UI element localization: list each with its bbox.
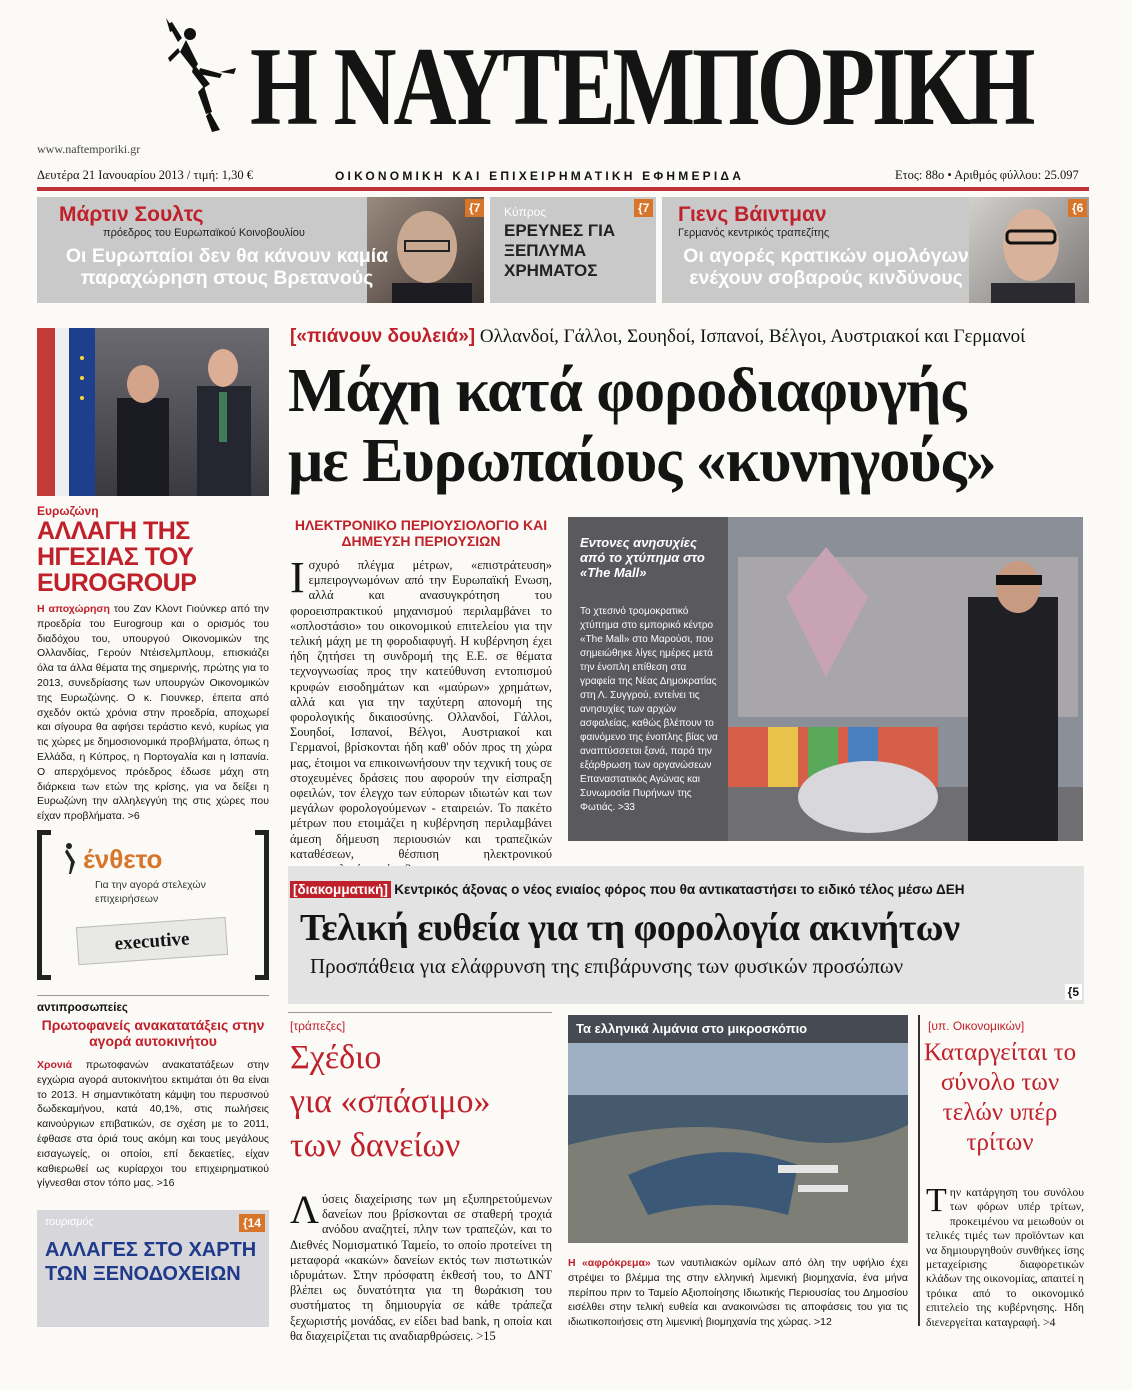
eurogroup-body-text: του Ζαν Κλοντ Γιούνκερ από την προεδρία του Eurogroup και ο ορισμός του διαδόχου του, υπουργού Οικονομικών της Ολλανδίας, Γερούν Ντέισελμπλουμ, επισκιάζει όλα τα άλλα θέματα της σημερινής, πρώτης για το 2013, συνεδρίασης των υπουργών Οικονομικών της Ευρωζώνης. Ο κ. Γιουνκερ, έπειτα από σχεδόν οκτώ χρόνια στην προεδρία, αποχωρεί και σίγουρα θα αφήσει τεράστιο κενό, κυρίως για τις χώρες με δημοσιονομικά προβλήματα, όπως η Ελλάδα, η Κύπρος, η Πορτογαλία και η Ισπανία. Ο απερχόμενος πρόεδρος έδωσε μάχη στη διάρκεια των ετών της κρίσης, για να δείξει η Ευρωζώνη την αλληλεγγύη της στις χώρες που είχαν προβλήματα. >6 bbox=[37, 603, 269, 823]
insert-title: ένθετο bbox=[83, 844, 163, 874]
hermes-logo-icon bbox=[160, 12, 240, 140]
lead-kicker-line bbox=[290, 326, 1084, 348]
ministry-body-text: ην κατάργηση του συνόλου των φόρων υπέρ τρίτων, προκειμένου να μειωθούν οι τελικές τιμές των προϊόντων και να δημιουργηθούν συνθήκες ίσης μεταχείρισης διαφορετικών κλάδων της οικονομίας, απαιτεί η τρόικα από το οικονομικό επιτελείο της κυβέρνησης. Ηδη διενεργείται καταγραφή. >4 bbox=[926, 1186, 1084, 1329]
lead-body bbox=[290, 553, 552, 877]
ports-body-lead: Η «αφρόκρεμα» bbox=[568, 1257, 651, 1269]
cars-body-text: πρωτοφανών ανακατατάξεων στην εγχώρια αγορά αυτοκινήτου εκτιμάται ότι θα είναι το 2013. Η σημαντικότατη κάμψη του περυσινού δωδεκαμήνου, κατά 40,1%, στις πωλήσεις καινούργιων επιβατικών, σε σχέση με το 2011, έφθασε στα όριά τους ακόμη και τους μεγάλους εισαγωγείς, οι οποίοι, επί δεκαετίες, είχαν καθιερωθεί ως κυρίαρχοι του επιχειρηματικού γίγνεσθαι στον τόπο μας. >16 bbox=[37, 1059, 269, 1190]
harbour-photo-icon bbox=[568, 1015, 908, 1243]
mall-textbox bbox=[568, 517, 728, 841]
ports-title[interactable]: Τα ελληνικά λιμάνια στο μικροσκόπιο bbox=[568, 1015, 908, 1043]
masthead-title: Η ΝΑΥΤΕΜΠΟΡΙΚΗ bbox=[250, 25, 1033, 149]
eurogroup-kicker: Ευρωζώνη bbox=[37, 504, 99, 518]
masthead-tagline: ΟΙΚΟΝΟΜΙΚΗ ΚΑΙ ΕΠΙΧΕΙΡΗΜΑΤΙΚΗ ΕΦΗΜΕΡΙΔΑ bbox=[335, 169, 745, 183]
lead-subhead: ΗΛΕΚΤΡΟΝΙΚΟ ΠΕΡΙΟΥΣΙΟΛΟΓΙΟ ΚΑΙ ΔΗΜΕΥΣΗ ΠΕΡΙΟΥΣΙΩΝ bbox=[294, 517, 548, 549]
eurogroup-photo bbox=[37, 328, 269, 496]
tourism-page: {14 bbox=[239, 1214, 265, 1232]
teaser-name: Μάρτιν Σουλτς bbox=[59, 203, 204, 226]
teaser-cyprus[interactable] bbox=[490, 197, 656, 303]
eurogroup-photo-icon bbox=[37, 328, 269, 496]
teaser-role: πρόεδρος του Ευρωπαϊκού Κοινοβουλίου bbox=[103, 227, 305, 239]
banks-tag: [τράπεζες] bbox=[290, 1019, 346, 1033]
bracket-left-icon bbox=[37, 830, 51, 980]
tax-headline: Τελική ευθεία για τη φορολογία ακινήτων bbox=[300, 907, 960, 949]
teaser-headline: Οι Ευρωπαίοι δεν θα κάνουν καμία παραχώρηση στους Βρετανούς bbox=[65, 245, 389, 289]
teaser-page: {7 bbox=[465, 199, 484, 217]
ministry-headline[interactable]: Καταργείται το σύνολο των τελών υπέρ τρίτων bbox=[923, 1039, 1077, 1156]
teaser-weidmann[interactable] bbox=[662, 197, 1089, 303]
date-price: Δευτέρα 21 Ιανουαρίου 2013 / τιμή: 1,30 € bbox=[37, 168, 253, 182]
site-url[interactable]: www.naftemporiki.gr bbox=[37, 142, 141, 156]
insert-box[interactable] bbox=[37, 830, 269, 990]
cars-body-lead: Χρονιά bbox=[37, 1059, 73, 1071]
bracket-right-icon bbox=[255, 830, 269, 980]
cars-body bbox=[37, 1058, 269, 1191]
insert-badge: executive bbox=[76, 917, 228, 965]
lead-tag: [«πιάνουν δουλειά»] bbox=[290, 326, 476, 347]
tax-subhead: Προσπάθεια για ελάφρυνση της επιβάρυνσης των φυσικών προσώπων bbox=[310, 954, 904, 978]
ports-body bbox=[568, 1256, 908, 1330]
lead-drop-cap: Ι bbox=[290, 553, 305, 602]
divider bbox=[37, 995, 269, 996]
teaser-page: {7 bbox=[634, 199, 653, 217]
ports-body-text: των ναυτιλιακών ομίλων από όλη την υφήλιο έχει στρέψει το βλέμμα της στην ελληνική λιμενική βιομηχανία, ένα μήνα περίπου πριν το Ταμείο Αξιοποίησης Ιδιωτικής Περιουσίας του Δημοσίου εισέλθει στην τελική ευθεία και ανακοινώσει τις αποφάσεις του για τις ιδιωτικοποιήσεις στη λιμενική βιομηχανία της χώρας. >12 bbox=[568, 1257, 908, 1329]
teaser-headline: ΕΡΕΥΝΕΣ ΓΙΑ ΞΕΠΛΥΜΑ ΧΡΗΜΑΤΟΣ bbox=[504, 221, 616, 280]
lead-headline-1[interactable]: Μάχη κατά φοροδιαφυγής bbox=[288, 357, 966, 425]
teaser-role: Γερμανός κεντρικός τραπεζίτης bbox=[678, 227, 830, 239]
banks-body-text: ύσεις διαχείρισης των μη εξυπηρετούμενων δανείων που βρίσκονται σε σταθερή τροχιά ανόδου αναζητεί, πλην των τραπεζών, και το Διεθνές Νομισματικό Ταμείο, το οποίο προτείνει τη μεταφορά «κακών» δανείων εκτός των πιστωτικών ιδρυμάτων. Στην πρόσφατη έκθεσή του, το ΔΝΤ βλέπει ως δυνατότητα για τη θωράκιση του συστήματος τη δημιουργία σε κάθε τράπεζα ξεχωριστής μονάδας, εν είδει bad bank, η οποία και θα διαχειρίζεται τις αναδιαρθρώσεις. >15 bbox=[290, 1192, 552, 1343]
banks-headline[interactable] bbox=[290, 1036, 550, 1168]
tourism-headline: ΑΛΛΑΓΕΣ ΣΤΟ ΧΑΡΤΗ ΤΩΝ ΞΕΝΟΔΟΧΕΙΩΝ bbox=[45, 1239, 257, 1285]
banks-headline-1: Σχέδιο bbox=[290, 1039, 382, 1076]
cars-kicker: αντιπροσωπείες bbox=[37, 1002, 128, 1014]
teaser-schulz[interactable] bbox=[37, 197, 484, 303]
lead-body-text: σχυρό πλέγμα μέτρων, «επιστράτευση» εμπειρογνωμόνων από την Ευρωπαϊκή Ενωση, αλλά και ανασυγκρότηση του φοροεισπρακτικού μηχανισμού περιλαμβάνει το «οπλοστάσιο» του οικονομικού επιτελείου για την τελική μάχη με τη φοροδιαφυγή. Η κυβέρνηση έχει ήδη ζητήσει τη συνδρομή της Ε.Ε. σε θέματα τεχνογνωσίας προς την κατεύθυνση εντοπισμού κρυφών εισοδημάτων και «μαύρων» χρημάτων, αλλά και για την ταχύτερη απονομή της φορολογικής δικαιοσύνης. Ολλανδοί, Γάλλοι, Σουηδοί, Ισπανοί, Βέλγοι, Αυστριακοί και Γερμανοί, βρίσκονται ήδη καθ' οδόν προς τη χώρα μας, έτοιμοι να επικοινωνήσουν την τεχνική τους σε στοχευμένες δράσεις που αφορούν την είσπραξη οφειλών, τον έλεγχο των εύπορων ιδιωτών και των μεγάλων φορολογούμενων - εταιρειών. Το πακέτο μέτρων που ετοιμάζει η κυβέρνηση περιλαμβάνει άμεση δήμευση περιουσιών και τραπεζικών καταθέσεων, θέσπιση ηλεκτρονικού bbox=[290, 558, 552, 861]
banks-headline-2: για «σπάσιμο» bbox=[290, 1083, 491, 1120]
lead-headline-2[interactable]: με Ευρωπαίους «κυνηγούς» bbox=[288, 427, 996, 495]
eurogroup-headline[interactable]: ΑΛΛΑΓΗ ΤΗΣ ΗΓΕΣΙΑΣ ΤΟΥ EUROGROUP bbox=[37, 517, 197, 597]
insert-sub: Για την αγορά στελεχών επιχειρήσεων bbox=[95, 879, 206, 905]
teaser-headline: Οι αγορές κρατικών ομολόγων ενέχουν σοβαρούς κινδύνους bbox=[683, 245, 969, 289]
ministry-tag: [υπ. Οικονομικών] bbox=[928, 1019, 1025, 1033]
banks-headline-3: των δανείων bbox=[290, 1127, 461, 1164]
teaser-page: {6 bbox=[1068, 199, 1087, 217]
tax-page: {5 bbox=[1065, 984, 1082, 1000]
ministry-drop-cap: Τ bbox=[926, 1182, 947, 1219]
mall-headline[interactable]: Εντονες ανησυχίες από το χτύπημα στο «The Mall» bbox=[580, 535, 705, 580]
tourism-kicker: τουρισμός bbox=[45, 1216, 94, 1228]
mall-body: Το χτεσινό τρομοκρατικό χτύπημα στο εμπορικό κέντρο «The Mall» στο Μαρούσι, που σημειώθηκε λίγες ημέρες μετά την ένοπλη επίθεση στα γραφεία της Νέας Δημοκρατίας στη Λ. Συγγρού, εντείνει τις ανησυχίες των αρχών ασφαλείας, καθώς βλέπουν το φαινόμενο της ένοπλης βίας να αναπτύσσεται ξανά, παρά την εξάρθρωση των οργανώσεων Επαναστατικός Αγώνας και Συνωμοσία Πυρήνων της Φωτιάς. >33 bbox=[580, 606, 718, 813]
cars-headline[interactable]: Πρωτοφανείς ανακατατάξεις στην αγορά αυτοκινήτου bbox=[41, 1017, 265, 1049]
ports-photo bbox=[568, 1015, 908, 1243]
tax-tag: [διακομματική] bbox=[290, 881, 391, 898]
tax-kicker: Κεντρικός άξονας ο νέος ενιαίος φόρος που θα αντικαταστήσει το ειδικό τέλος μέσω ΔΕΗ bbox=[394, 882, 965, 897]
tourism-box[interactable] bbox=[37, 1210, 269, 1327]
teaser-kicker: Κύπρος bbox=[504, 205, 547, 219]
eurogroup-body bbox=[37, 602, 269, 824]
banks-drop-cap: Λ bbox=[290, 1187, 320, 1232]
eurogroup-body-lead: Η αποχώρηση bbox=[37, 603, 110, 615]
lead-kicker: Ολλανδοί, Γάλλοι, Σουηδοί, Ισπανοί, Βέλγοι, Αυστριακοί και Γερμανοί bbox=[479, 326, 1026, 347]
banks-body bbox=[290, 1187, 552, 1344]
issue-number: Ετος: 88ο • Αριθμός φύλλου: 25.097 bbox=[895, 168, 1079, 182]
hermes-small-icon bbox=[61, 840, 83, 880]
ministry-body bbox=[926, 1182, 1084, 1330]
divider bbox=[288, 1012, 552, 1013]
masthead-rule bbox=[37, 187, 1089, 191]
tax-band[interactable] bbox=[288, 866, 1084, 1004]
teaser-name: Γιενς Βάιντμαν bbox=[678, 203, 827, 226]
tax-kicker-line bbox=[290, 882, 1084, 898]
